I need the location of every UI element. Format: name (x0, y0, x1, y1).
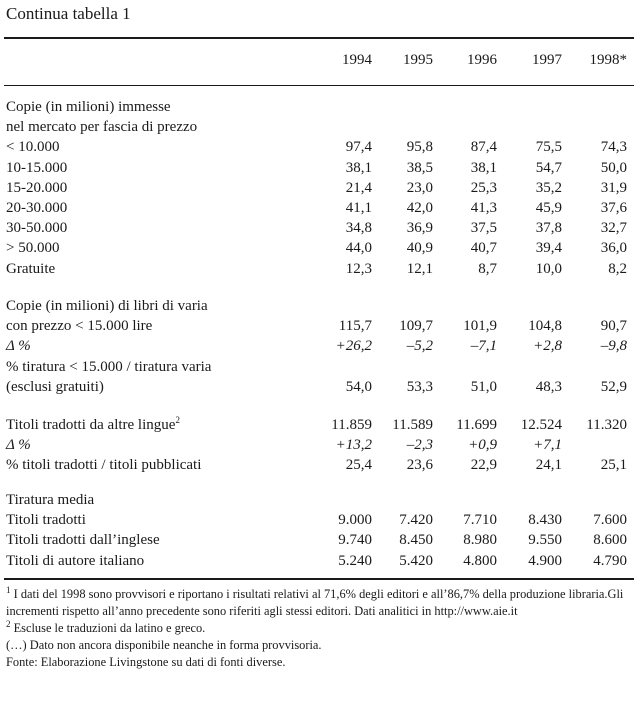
table-cell: 9.000 (338, 512, 372, 529)
table-cell: –9,8 (600, 338, 627, 355)
table-cell: –2,3 (406, 437, 433, 454)
section-heading (0, 490, 639, 510)
table-cell: 87,4 (470, 139, 497, 156)
row-label-text: Titoli tradotti dall’inglese (6, 532, 160, 549)
top-rule (4, 37, 634, 39)
table-cell: 23,0 (406, 179, 433, 196)
row-label (6, 435, 31, 455)
table-cell: 115,7 (338, 318, 372, 335)
table-row (0, 316, 639, 336)
table-cell: 32,7 (600, 220, 627, 237)
table-cell: –5,2 (406, 338, 433, 355)
table-cell: +2,8 (533, 338, 562, 355)
table-cell: 10,0 (535, 260, 562, 277)
table-row (0, 551, 639, 571)
table-cell: 37,5 (470, 220, 497, 237)
table-row (0, 238, 639, 258)
table-cell: 5.420 (399, 552, 433, 569)
row-label (6, 455, 201, 475)
section-heading (0, 117, 639, 137)
table-row (0, 377, 639, 397)
row-label-text: Titoli tradotti da altre lingue (6, 417, 176, 433)
table-cell: 24,1 (535, 457, 562, 474)
table-cell: 12,1 (406, 260, 433, 277)
table-cell: +7,1 (533, 437, 562, 454)
table-cell: 38,1 (345, 159, 372, 176)
row-label (6, 357, 211, 377)
table-cell: 44,0 (345, 240, 372, 257)
table-cell: 36,0 (600, 240, 627, 257)
table-row (0, 510, 639, 530)
table-row (0, 357, 639, 377)
footnote-3: (…) Dato non ancora disponibile neanche in forma provvisoria. (6, 638, 322, 652)
table-cell: 41,3 (470, 200, 497, 216)
table-cell: 95,8 (406, 139, 433, 156)
table-cell: 4.790 (593, 552, 627, 569)
footnote-text: I dati del 1998 sono provvisori e riportano i risultati relativi al 71,6% degli editori e all’86,7% della produzione libraria.Gli incrementi rispetto all’anno precedente sono riferiti agli stessi editori. Dati analitici in http://www.aie.it (6, 587, 624, 618)
table-cell: 8.600 (593, 532, 627, 549)
row-label-text: Titoli tradotti (6, 512, 86, 529)
table-cell: 54,7 (535, 159, 562, 176)
row-label-text: % titoli tradotti / titoli pubblicati (6, 457, 202, 474)
footnote-marker: 1 (6, 584, 11, 595)
table-row (0, 530, 639, 550)
footnote-marker: 2 (175, 415, 180, 425)
table-cell: 25,1 (600, 457, 627, 474)
row-label-text: 10-15.000 (6, 159, 68, 176)
row-label-text: Δ % (6, 437, 31, 454)
table-cell: 7.600 (593, 512, 627, 529)
table-row (0, 415, 639, 435)
table-cell: 75,5 (535, 139, 562, 156)
row-label (6, 218, 67, 238)
table-cell: 21,4 (345, 179, 372, 196)
section-heading-text: Copie (in milioni) immesse (6, 99, 171, 115)
row-label-text: < 10.000 (6, 139, 60, 156)
table-cell: 37,6 (600, 200, 627, 216)
table-cell: 97,4 (345, 139, 372, 156)
year-header: 1994 (342, 52, 372, 68)
table-cell: 9.740 (338, 532, 372, 549)
table-cell: 8,2 (608, 260, 627, 277)
row-label (6, 336, 31, 356)
year-header: 1998* (589, 52, 627, 68)
row-label (6, 510, 86, 530)
table-cell: 12.524 (520, 417, 562, 433)
table-cell: 8,7 (478, 260, 497, 277)
row-label (6, 198, 67, 218)
table-cell: 36,9 (406, 220, 433, 237)
section-heading (0, 97, 639, 117)
row-label-text: % tiratura < 15.000 / tiratura varia (6, 358, 212, 375)
row-label (6, 178, 67, 198)
table-title: Continua tabella 1 (6, 4, 131, 23)
table-cell: –7,1 (470, 338, 497, 355)
table-cell: 45,9 (535, 200, 562, 216)
footnotes (6, 586, 634, 671)
table-cell: 8.430 (528, 512, 562, 529)
table-cell: 50,0 (600, 159, 627, 176)
table-cell: 48,3 (535, 378, 562, 395)
table-cell: 7.420 (399, 512, 433, 529)
footnote-marker: 2 (6, 618, 11, 629)
row-label-text: Gratuite (6, 260, 56, 277)
table-cell: 74,3 (600, 139, 627, 156)
table-cell: 11.699 (456, 417, 497, 433)
table-cell: 53,3 (406, 378, 433, 395)
table-cell: 9.550 (528, 532, 562, 549)
table-cell: 40,7 (470, 240, 497, 257)
table-cell: 90,7 (600, 318, 627, 335)
footnote-text: Escluse le traduzioni da latino e greco. (10, 621, 206, 635)
table-cell: 11.320 (586, 417, 627, 433)
row-label-text: 20-30.000 (6, 200, 68, 216)
year-header: 1997 (532, 52, 562, 68)
row-label (6, 238, 59, 258)
table-cell: 22,9 (470, 457, 497, 474)
row-label (6, 530, 160, 550)
table-cell: 37,8 (535, 220, 562, 237)
row-label (6, 415, 180, 435)
header-rule (4, 85, 634, 86)
row-label (6, 259, 55, 279)
table-row (0, 435, 639, 455)
table-cell: +13,2 (335, 437, 372, 454)
table-cell: 104,8 (528, 318, 562, 335)
row-label-text: 30-50.000 (6, 220, 68, 237)
table-cell: 8.450 (399, 532, 433, 549)
row-label-text: Titoli di autore italiano (6, 552, 145, 569)
table-cell: 25,3 (470, 179, 497, 196)
table-cell: 11.589 (392, 417, 433, 433)
table-row (0, 198, 639, 218)
source-note: Fonte: Elaborazione Livingstone su dati di fonti diverse. (6, 655, 286, 669)
row-label (6, 377, 104, 397)
table-row (0, 218, 639, 238)
row-label-text: Δ % (6, 338, 31, 355)
table-cell: 31,9 (600, 179, 627, 196)
table-cell: 8.980 (463, 532, 497, 549)
table-cell: +0,9 (468, 437, 497, 454)
table-cell: 51,0 (470, 378, 497, 395)
section-heading-text: nel mercato per fascia di prezzo (6, 119, 198, 136)
table-cell: 42,0 (406, 200, 433, 216)
table-cell: 23,6 (406, 457, 433, 474)
footnote-1 (6, 586, 634, 620)
table-row (0, 178, 639, 198)
table-row (0, 336, 639, 356)
row-label (6, 316, 152, 336)
table-cell: 54,0 (345, 378, 372, 395)
year-header-row (0, 52, 639, 72)
table-cell: 38,1 (470, 159, 497, 176)
table-cell: 34,8 (345, 220, 372, 237)
table-cell: 40,9 (406, 240, 433, 257)
table-cell: 109,7 (399, 318, 433, 335)
table-cell: 35,2 (535, 179, 562, 196)
table-row (0, 455, 639, 475)
table-cell: 39,4 (535, 240, 562, 257)
table-cell: 38,5 (406, 159, 433, 176)
row-label-text: > 50.000 (6, 240, 60, 257)
table-cell: 12,3 (345, 260, 372, 277)
year-header: 1995 (403, 52, 433, 68)
bottom-rule (4, 578, 634, 580)
table-row (0, 137, 639, 157)
section-heading (0, 296, 639, 316)
table-cell: 11.859 (331, 417, 372, 433)
table-cell: 101,9 (463, 318, 497, 335)
table-cell: 25,4 (345, 457, 372, 474)
table-cell: 52,9 (600, 378, 627, 395)
section-heading-text: Copie (in milioni) di libri di varia (6, 298, 208, 314)
row-label (6, 158, 67, 178)
footnote-2 (6, 620, 634, 637)
table-row (0, 259, 639, 279)
table-cell: 4.900 (528, 552, 562, 569)
table-cell: 7.710 (463, 512, 497, 529)
row-label (6, 137, 59, 157)
row-label-text: con prezzo < 15.000 lire (6, 318, 153, 335)
row-label-text: (esclusi gratuiti) (6, 378, 104, 395)
table-row (0, 158, 639, 178)
row-label-text: 15-20.000 (6, 179, 68, 196)
table-cell: +26,2 (335, 338, 372, 355)
row-label (6, 551, 144, 571)
table-cell: 41,1 (345, 200, 372, 216)
year-header: 1996 (467, 52, 497, 68)
table-cell: 4.800 (463, 552, 497, 569)
section-heading-text: Tiratura media (6, 492, 95, 508)
table-cell: 5.240 (338, 552, 372, 569)
